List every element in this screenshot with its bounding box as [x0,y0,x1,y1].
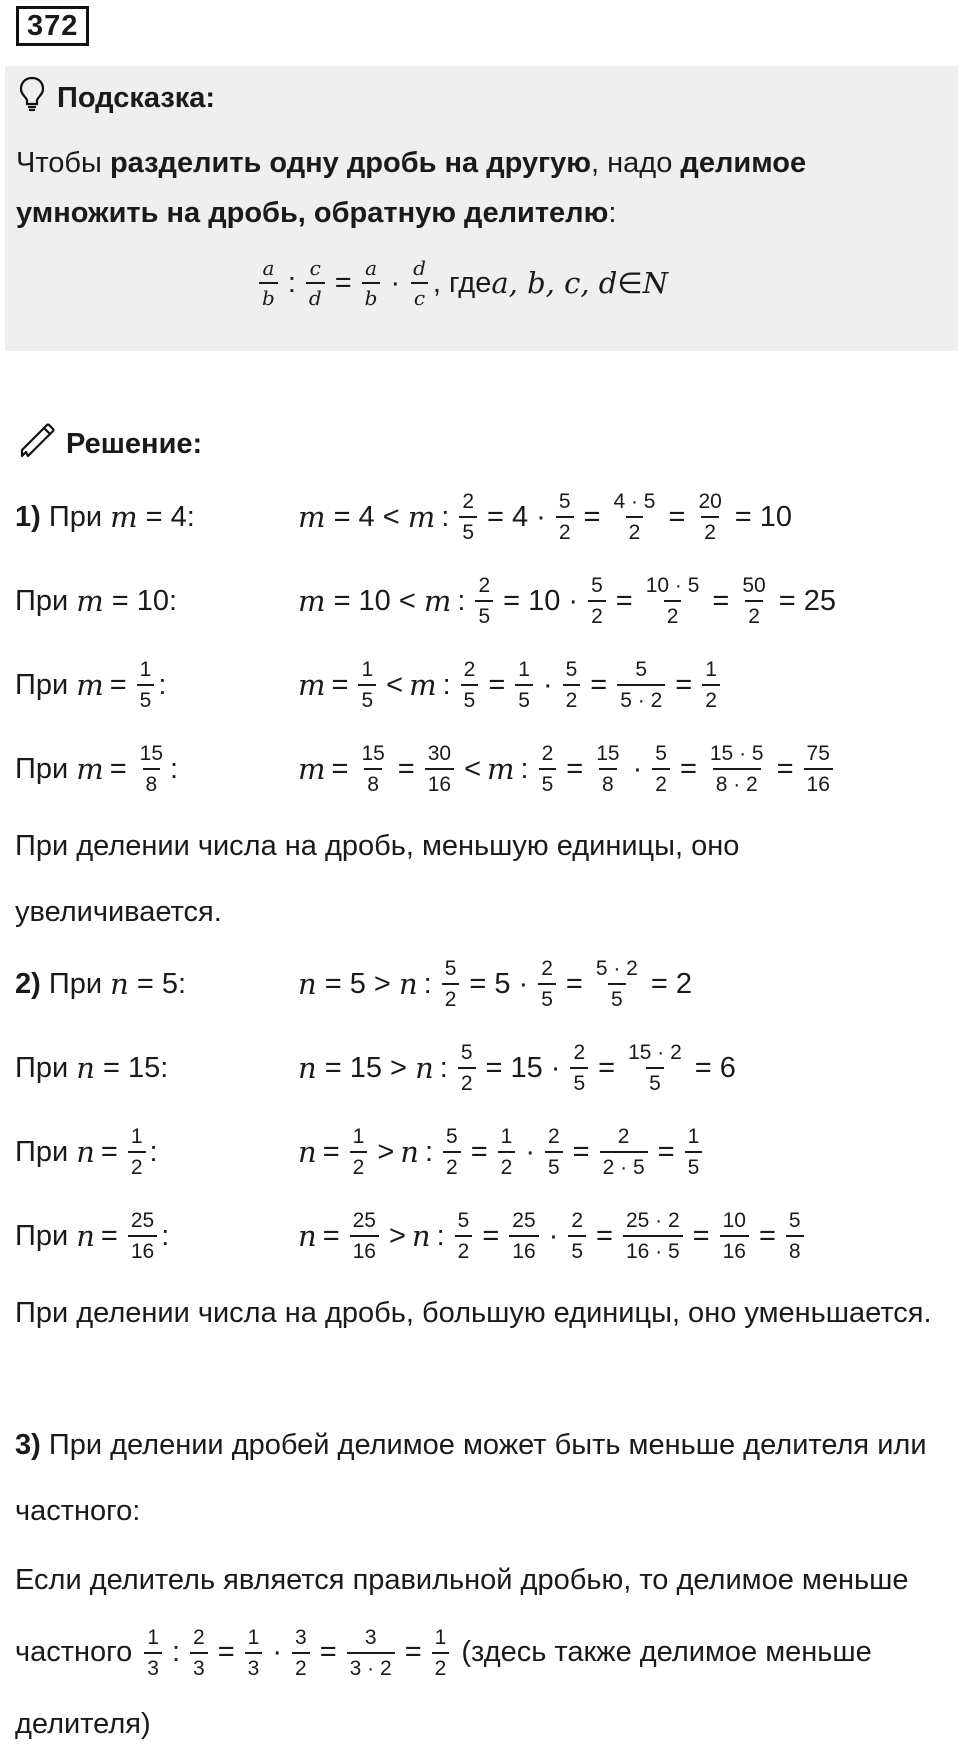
fraction: $\frac{d}{c}$ [410,258,429,308]
fraction: $\frac{a}{b}$ [259,258,278,308]
part1-conclusion: При делении числа на дробь, меньшую единицы, оно увеличивается. [15,830,740,928]
hint-title: Подсказка: [57,81,216,114]
hint-text [16,138,946,238]
lightbulb-icon [19,76,45,120]
fraction: $\frac{c}{d}$ [306,258,325,308]
fraction: $\frac{1}{3}$ [144,1627,162,1679]
hint-text-3: , надо [591,147,681,179]
part2-conclusion: При делении числа на дробь, большую единицы, оно уменьшается. [15,1297,932,1329]
part3-example: Если делитель является правильной дробью, то делимое меньше частного $\frac{1}{3}$ : $\frac{2}{3}$ = $\frac{1}{3}$ · $\frac{3}{2}$ = $\frac{3}{3 \cdot 2}$ = $\frac{1}{2}$ (здесь также делимое меньше делителя) [15,1564,909,1740]
hint-text-5: : [608,197,617,229]
part3-text-3: (здесь также делимое меньше делителя) [15,1636,872,1740]
part3-text-1: При делении дробей делимое может быть меньше делителя или частного: [15,1429,927,1527]
solution-header [18,420,202,468]
hint-text-1: Чтобы [16,147,110,179]
task-number: 372 [16,6,89,46]
hint-text-2: разделить одну дробь на другую [109,147,592,179]
part3-intro [15,1412,945,1544]
part3-text-2: Если делитель является правильной дробью, то делимое меньше частного [15,1564,909,1668]
hint-formula: $\frac{a}{b}$ : $\frac{c}{d}$ = $\frac{a}{b}$ · $\frac{d}{c}$ , где a, b, c, d ∈ N [255,243,668,323]
fraction: $\frac{a}{b}$ [362,258,381,308]
solution-title: Решение: [66,427,203,460]
hint-header [19,78,215,118]
hint-box [5,66,958,351]
pencil-icon [18,420,58,468]
part3-number: 3) [15,1429,41,1461]
hint-text-4: делимое умножить на дробь, обратную делителю [16,147,807,229]
